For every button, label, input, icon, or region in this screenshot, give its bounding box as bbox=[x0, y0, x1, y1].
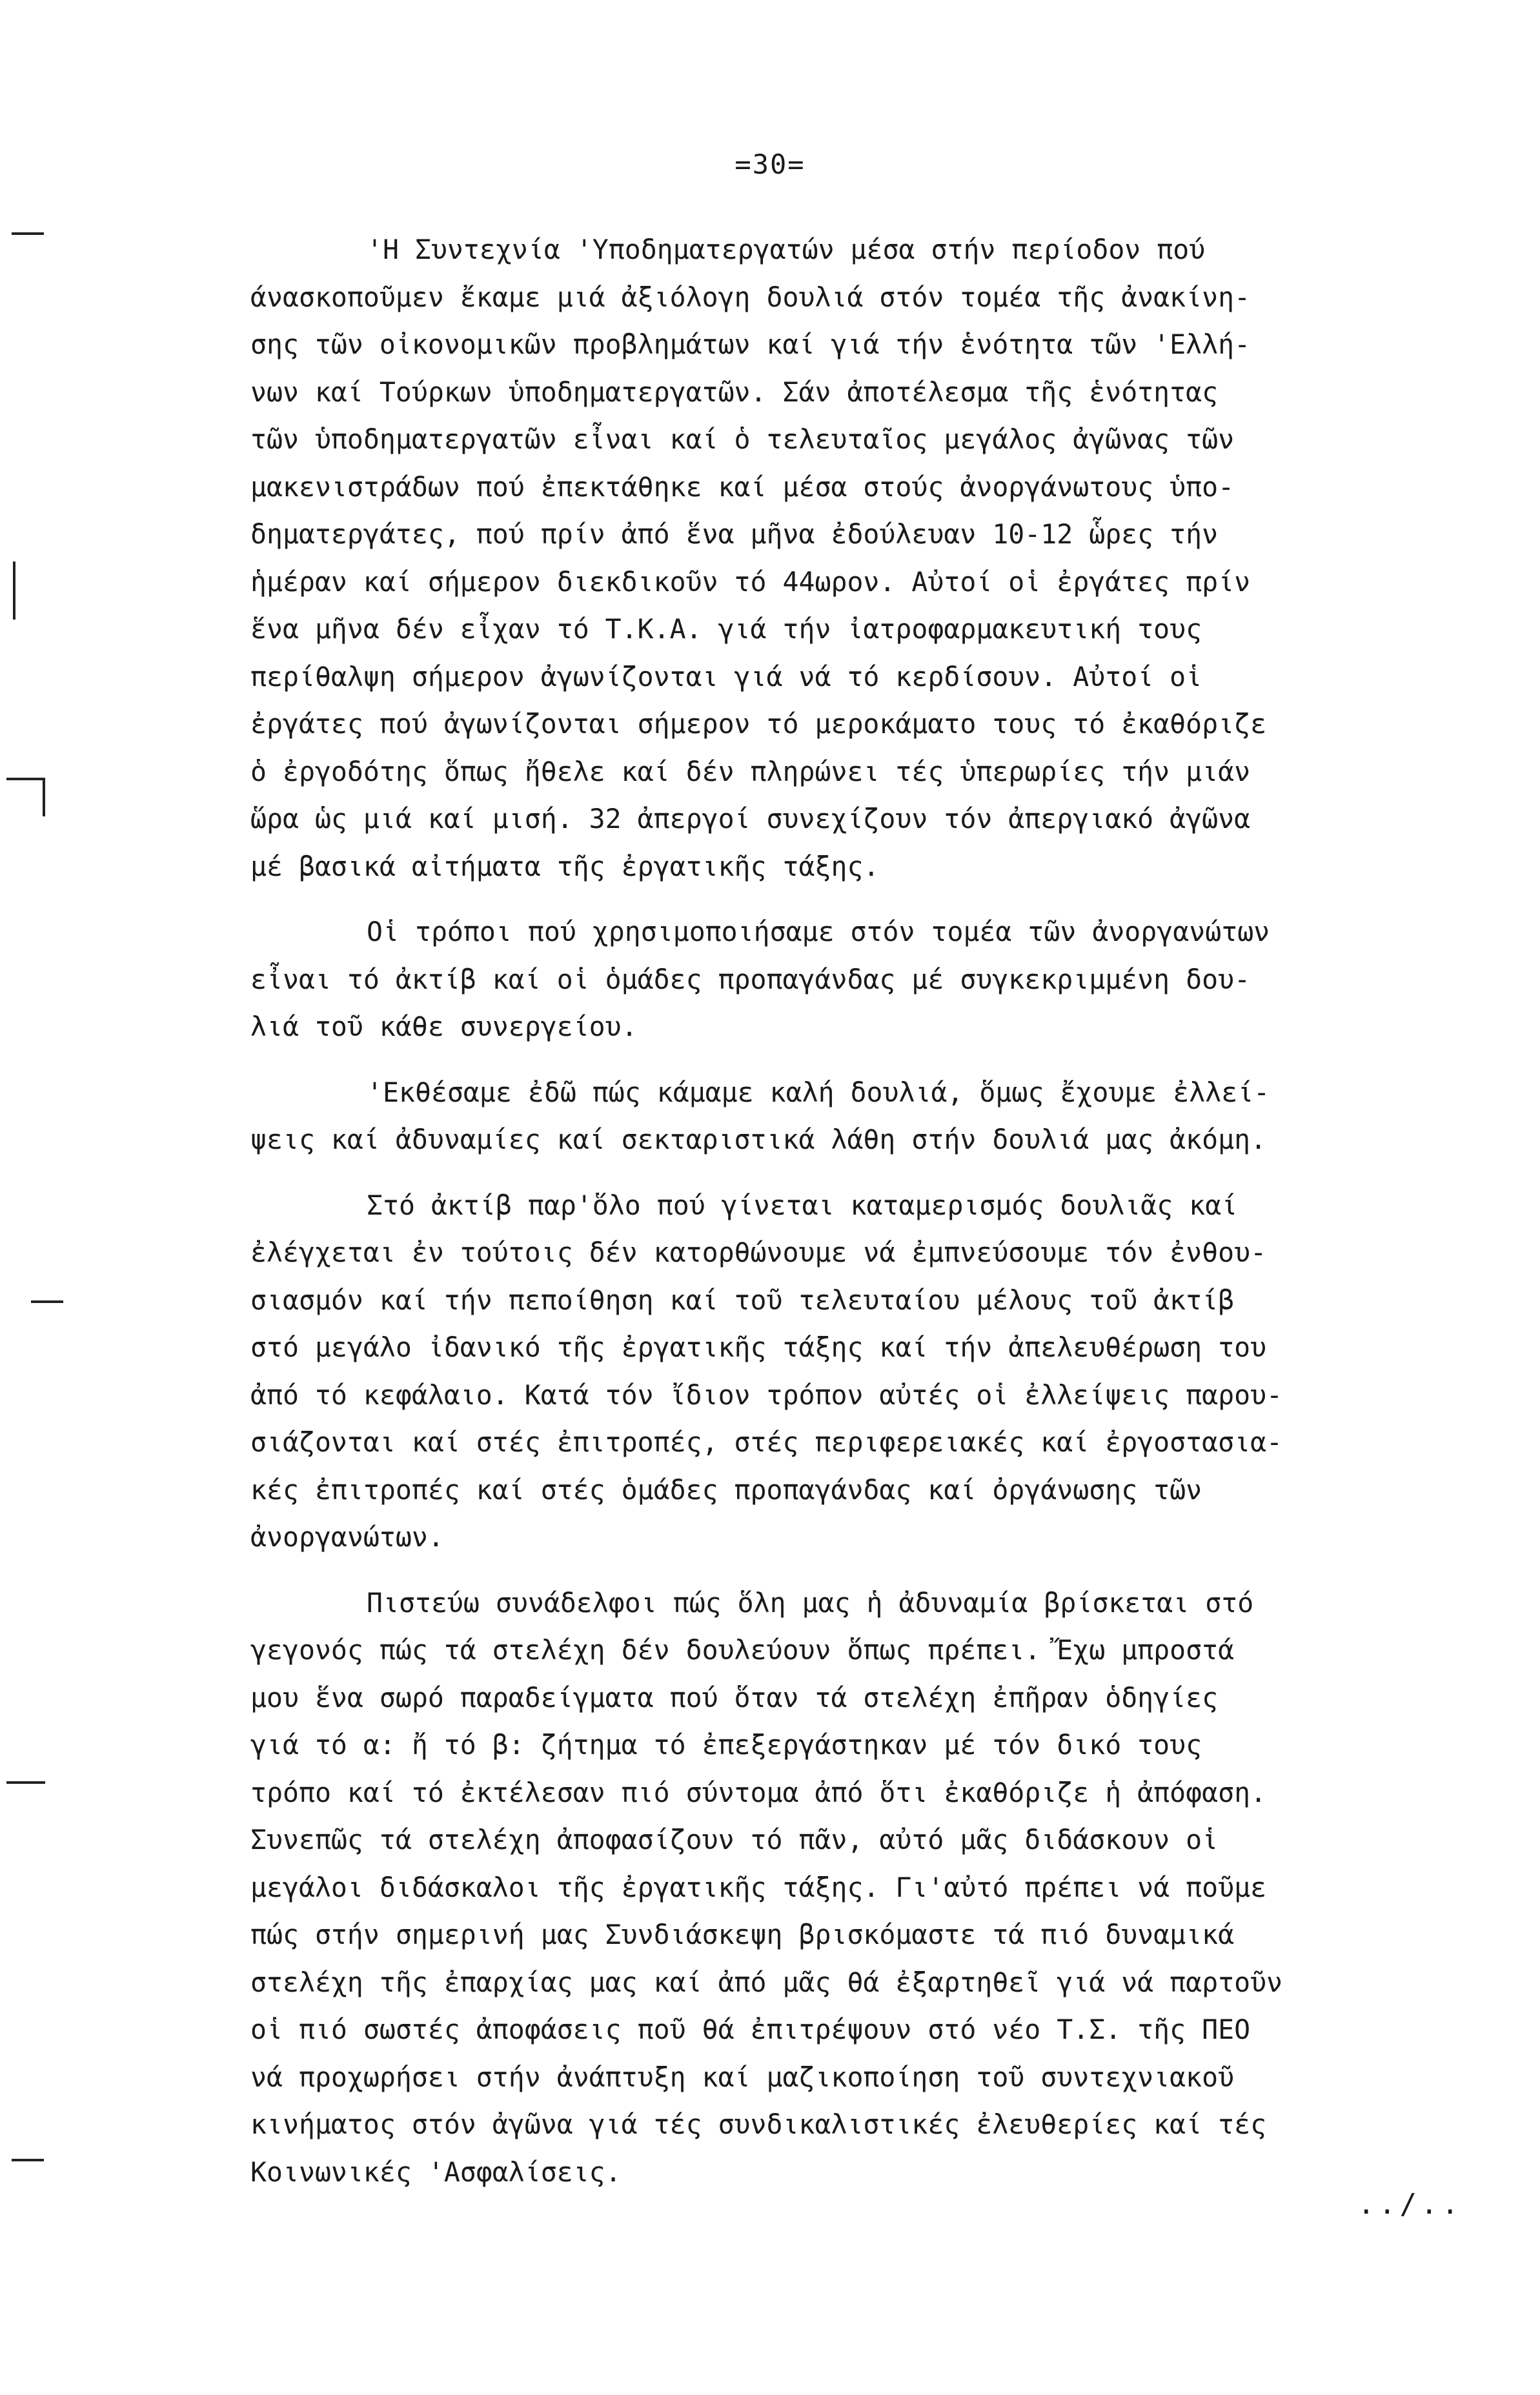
text-line: ψεις καί ἀδυναμίες καί σεκταριστικά λάθη στήν δουλιά μας ἀκόμη. bbox=[250, 1124, 1267, 1155]
text-line: 'Η Συντεχνία 'Υποδηματεργατών μέσα στήν περίοδον πού bbox=[367, 234, 1206, 265]
margin-mark bbox=[43, 778, 45, 816]
text-line: άνασκοποῦμεν ἔκαμε μιά ἀξιόλογη δουλιά στόν τομέα τῆς ἀνακίνη- bbox=[250, 281, 1251, 313]
text-line: ἡμέραν καί σήμερον διεκδικοῦν τό 44ωρον. Αὐτοί οἱ ἐργάτες πρίν bbox=[250, 565, 1251, 598]
text-line: κές ἐπιτροπές καί στές ὁμάδες προπαγάνδας καί ὀργάνωσης τῶν bbox=[250, 1473, 1202, 1506]
text-line: γεγονός πώς τά στελέχη δέν δουλεύουν ὅπως πρέπει. Ἔχω μπροστά bbox=[250, 1634, 1235, 1666]
text-line: νά προχωρήσει στήν ἀνάπτυξη καί μαζικοποίηση τοῦ συντεχνιακοῦ bbox=[250, 2061, 1235, 2093]
text-line: τῶν ὑποδηματεργατῶν εἶναι καί ὁ τελευταῖος μεγάλος ἀγῶνας τῶν bbox=[250, 423, 1235, 455]
page-number: =30= bbox=[735, 148, 805, 180]
text-line: Συνεπῶς τά στελέχη ἀποφασίζουν τό πᾶν, αὐτό μᾶς διδάσκουν οἱ bbox=[250, 1824, 1219, 1855]
paragraph-3 bbox=[250, 1069, 1477, 1164]
margin-mark bbox=[6, 778, 45, 780]
document-body bbox=[250, 226, 1477, 2214]
text-line: εἶναι τό ἀκτίβ καί οἱ ὁμάδες προπαγάνδας μέ συγκεκριμμένη δου- bbox=[250, 963, 1251, 995]
text-line: ἕνα μῆνα δέν εἶχαν τό Τ.Κ.Α. γιά τήν ἰατροφαρμακευτική τους bbox=[250, 613, 1202, 645]
margin-mark bbox=[12, 232, 44, 235]
paragraph-5 bbox=[250, 1579, 1477, 2196]
text-line: Στό ἀκτίβ παρ'ὅλο πού γίνεται καταμερισμός δουλιᾶς καί bbox=[367, 1189, 1238, 1221]
text-line: περίθαλψη σήμερον ἀγωνίζονται γιά νά τό κερδίσουν. Αὐτοί οἱ bbox=[250, 660, 1202, 692]
text-line: μου ἕνα σωρό παραδείγματα πού ὅταν τά στελέχη ἐπῆραν ὁδηγίες bbox=[250, 1681, 1219, 1713]
text-line: ἐλέγχεται ἐν τούτοις δέν κατορθώνουμε νά ἐμπνεύσουμε τόν ἐνθου- bbox=[250, 1237, 1267, 1268]
text-line: ἐργάτες πού ἀγωνίζονται σήμερον τό μεροκάματο τους τό ἐκαθόριζε bbox=[250, 708, 1267, 740]
text-line: Πιστεύω συνάδελφοι πώς ὅλη μας ἡ ἀδυναμία βρίσκεται στό bbox=[367, 1586, 1254, 1619]
margin-mark bbox=[12, 2159, 44, 2161]
text-line: κινήματος στόν ἀγῶνα γιά τές συνδικαλιστικές ἐλευθερίες καί τές bbox=[250, 2108, 1267, 2140]
margin-mark bbox=[13, 561, 15, 620]
text-line: μέ βασικά αἰτήματα τῆς ἐργατικῆς τάξης. bbox=[250, 850, 880, 882]
text-line: Κοινωνικές 'Ασφαλίσεις. bbox=[250, 2156, 622, 2188]
text-line: πώς στήν σημερινή μας Συνδιάσκεψη βρισκόμαστε τά πιό δυναμικά bbox=[250, 1919, 1235, 1950]
text-line: τρόπο καί τό ἐκτέλεσαν πιό σύντομα ἀπό ὅτι ἐκαθόριζε ἡ ἀπόφαση. bbox=[250, 1776, 1267, 1808]
text-line: γιά τό α: ἤ τό β: ζήτημα τό ἐπεξεργάστηκαν μέ τόν δικό τους bbox=[250, 1729, 1202, 1761]
text-line: ἀνοργανώτων. bbox=[250, 1521, 444, 1553]
text-line: στό μεγάλο ἰδανικό τῆς ἐργατικῆς τάξης καί τήν ἀπελευθέρωση του bbox=[250, 1331, 1267, 1363]
text-line: Οἱ τρόποι πού χρησιμοποιήσαμε στόν τομέα τῶν ἀνοργανώτων bbox=[367, 916, 1270, 947]
paragraph-4 bbox=[250, 1182, 1477, 1561]
paragraph-2 bbox=[250, 908, 1477, 1051]
text-line: ὥρα ὡς μιά καί μισή. 32 ἀπεργοί συνεχίζουν τόν ἀπεργιακό ἀγῶνα bbox=[250, 803, 1251, 834]
text-line: λιά τοῦ κάθε συνεργείου. bbox=[250, 1011, 638, 1042]
text-line: σιασμόν καί τήν πεποίθηση καί τοῦ τελευταίου μέλους τοῦ ἀκτίβ bbox=[250, 1284, 1235, 1316]
text-line: μακενιστράδων πού ἐπεκτάθηκε καί μέσα στούς ἀνοργάνωτους ὑπο- bbox=[250, 470, 1235, 503]
text-line: νων καί Τούρκων ὑποδηματεργατῶν. Σάν ἀποτέλεσμα τῆς ἑνότητας bbox=[250, 376, 1219, 408]
text-line: δηματεργάτες, πού πρίν ἀπό ἕνα μῆνα ἐδούλευαν 10-12 ὧρες τήν bbox=[250, 518, 1219, 550]
paragraph-1 bbox=[250, 226, 1477, 890]
margin-mark bbox=[31, 1300, 63, 1303]
margin-mark bbox=[6, 1781, 45, 1784]
text-line: σης τῶν οἰκονομικῶν προβλημάτων καί γιά τήν ἑνότητα τῶν 'Ελλή- bbox=[250, 328, 1251, 360]
text-line: οἱ πιό σωστές ἀποφάσεις ποῦ θά ἐπιτρέψουν στό νέο Τ.Σ. τῆς ΠΕΟ bbox=[250, 2014, 1251, 2045]
text-line: στελέχη τῆς ἐπαρχίας μας καί ἀπό μᾶς θά ἐξαρτηθεῖ γιά νά παρτοῦν bbox=[250, 1966, 1283, 1998]
text-line: σιάζονται καί στές ἐπιτροπές, στές περιφερειακές καί ἐργοστασια- bbox=[250, 1426, 1283, 1458]
text-line: μεγάλοι διδάσκαλοι τῆς ἐργατικῆς τάξης. Γι'αὐτό πρέπει νά ποῦμε bbox=[250, 1871, 1267, 1903]
text-line: ἀπό τό κεφάλαιο. Κατά τόν ἴδιον τρόπον αὐτές οἱ ἐλλείψεις παρου- bbox=[250, 1379, 1283, 1411]
continuation-mark: ../.. bbox=[1357, 2188, 1463, 2221]
text-line: ὁ ἐργοδότης ὅπως ἤθελε καί δέν πληρώνει τές ὑπερωρίες τήν μιάν bbox=[250, 755, 1251, 787]
text-line: 'Εκθέσαμε ἐδῶ πώς κάμαμε καλή δουλιά, ὅμως ἔχουμε ἐλλεί- bbox=[367, 1076, 1270, 1108]
